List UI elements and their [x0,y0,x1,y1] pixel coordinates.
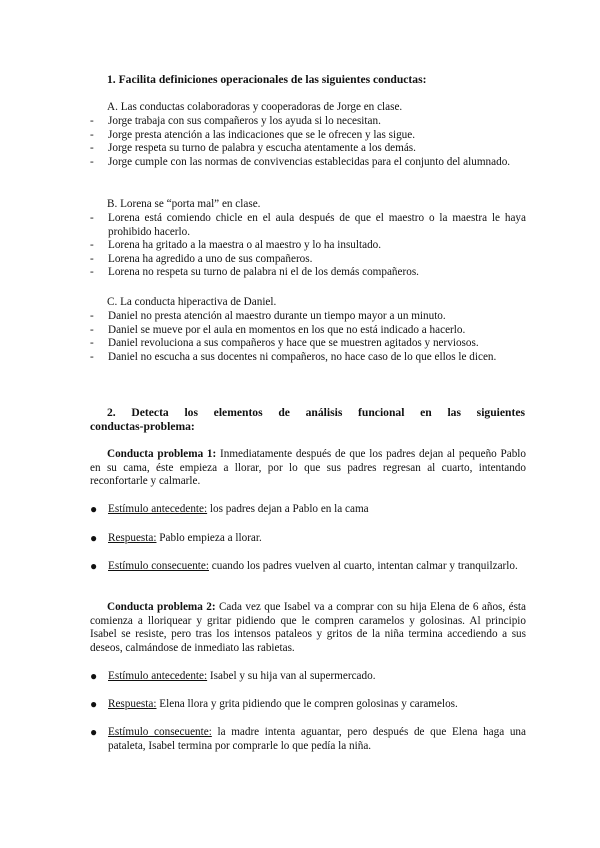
problem-2-item-2 [90,698,526,712]
list-item [90,698,526,712]
bullet-icon: ● [90,502,98,516]
item-text: Elena llora y grita pidiendo que le compren golosinas y caramelos. [156,698,458,710]
block-c-intro [107,296,276,310]
item-label: Estímulo antecedente: [108,503,208,515]
list-item [90,129,526,143]
dash-mark: - [90,310,94,322]
list-item-text: Lorena no respeta su turno de palabra ni el de los demás compañeros. [108,266,419,279]
dash-mark: - [90,212,94,224]
dash-mark: - [90,142,94,155]
list-item-text: Daniel se mueve por el aula en momentos en los que no está indicado a hacerlo. [108,323,466,336]
bullet-icon: ● [90,559,98,573]
dash-mark: - [90,266,94,279]
item-text: Pablo empieza a llorar. [156,532,262,544]
dash-mark: - [90,350,94,363]
problem-1-item-3 [90,560,526,574]
list-item [90,532,526,546]
list-item [90,156,526,170]
list-item [90,324,526,338]
problem-2-label: Conducta problema 2: [107,601,216,613]
item-label: Estímulo antecedente: [108,670,208,682]
list-item [90,239,526,253]
section-1-title: 1. Facilita definiciones operacionales de las siguientes conductas: [107,73,427,86]
list-item [90,670,526,684]
dash-mark: - [90,155,94,168]
section-2-title-line2: conductas-problema: [90,420,195,433]
problem-1-item-2 [90,532,526,546]
block-a-intro [107,101,402,115]
list-item [90,560,526,574]
item-text: Isabel y su hija van al supermercado. [207,670,376,682]
block-a-list [90,115,526,169]
list-item-text: Jorge presta atención a las indicaciones que se le ofrecen y las sigue. [108,128,416,141]
list-item-text: Lorena está comiendo chicle en el aula después de que el maestro o la maestra le haya prohibido hacerlo. [108,212,526,238]
item-text: los padres dejan a Pablo en la cama [207,503,369,515]
bullet-icon: ● [90,725,98,739]
item-label: Estímulo consecuente: [108,726,212,738]
item-label: Estímulo consecuente: [108,560,209,572]
block-b-letter: B [107,198,115,210]
list-item [90,142,526,156]
block-b-intro-text: . Lorena se “porta mal” en clase. [114,198,261,210]
problem-2-text: Cada vez que Isabel va a comprar con su hija Elena de 6 años, ésta comienza a lloriquear y gritar pidiendo que le compren caramelos y golosinas. Al principio Isabel se resiste, pero tras los intensos pataleos y gritos de la niña termina accediendo a sus deseos, calmándose de inmediato las rabietas. [90,601,526,654]
list-item-text: Lorena ha agredido a uno de sus compañeros. [108,252,313,265]
list-item-text: Jorge trabaja con sus compañeros y los ayuda si lo necesitan. [108,115,381,127]
problem-2-item-1 [90,670,526,684]
bullet-icon: ● [90,669,98,683]
block-b-intro [107,198,260,212]
dash-mark: - [90,128,94,141]
problem-2-item-3 [90,726,526,753]
list-item [90,351,526,365]
list-item-text: Jorge respeta su turno de palabra y escucha atentamente a los demás. [108,142,416,155]
block-a-letter: A [107,101,116,113]
item-text: cuando los padres vuelven al cuarto, intentan calmar y tranquilzarlo. [208,560,518,572]
block-a-intro-text: . Las conductas colaboradoras y cooperadoras de Jorge en clase. [115,101,403,113]
list-item [90,310,526,324]
dash-mark: - [90,239,94,252]
item-text: la madre intenta aguantar, pero después de que Elena haga una pataleta, Isabel termina por comprarle lo que pedía la niña. [108,726,526,752]
block-c-list [90,310,526,364]
problem-1-item-1 [90,503,526,517]
dash-mark: - [90,115,94,127]
list-item [90,115,526,129]
block-c-letter: C [107,296,115,308]
list-item [90,503,526,517]
list-item-text: Jorge cumple con las normas de convivencias establecidas para el conjunto del alumnado. [108,155,511,168]
list-item [90,266,526,280]
section-2-title-line1: 2. Detecta los elementos de análisis funcional en las siguientes [107,406,525,419]
problem-1-text: Inmediatamente después de que los padres dejan al pequeño Pablo en su cama, éste empieza a llorar, por lo que sus padres regresan al cuarto, intentando reconfortarle y calmarle. [90,448,527,488]
problem-1-paragraph [90,448,526,489]
bullet-icon: ● [90,531,98,545]
list-item-text: Daniel no escucha a sus docentes ni compañeros, no hace caso de lo que ellos le dicen. [108,350,497,363]
list-item-text: Daniel revoluciona a sus compañeros y hace que se muestren agitados y nerviosos. [108,337,479,350]
list-item-text: Daniel no presta atención al maestro durante un tiempo mayor a un minuto. [108,310,446,322]
list-item [90,212,526,239]
list-item-text: Lorena ha gritado a la maestra o al maestro y lo ha insultado. [108,239,382,252]
dash-mark: - [90,337,94,350]
problem-2-paragraph [90,601,526,655]
list-item [90,253,526,267]
bullet-icon: ● [90,697,98,711]
item-label: Respuesta: [108,532,157,544]
list-item [90,337,526,351]
dash-mark: - [90,323,94,336]
list-item [90,726,526,753]
block-c-intro-text: . La conducta hiperactiva de Daniel. [114,296,277,308]
dash-mark: - [90,252,94,265]
problem-1-label: Conducta problema 1: [107,448,217,460]
item-label: Respuesta: [108,698,157,710]
block-b-list [90,212,526,280]
